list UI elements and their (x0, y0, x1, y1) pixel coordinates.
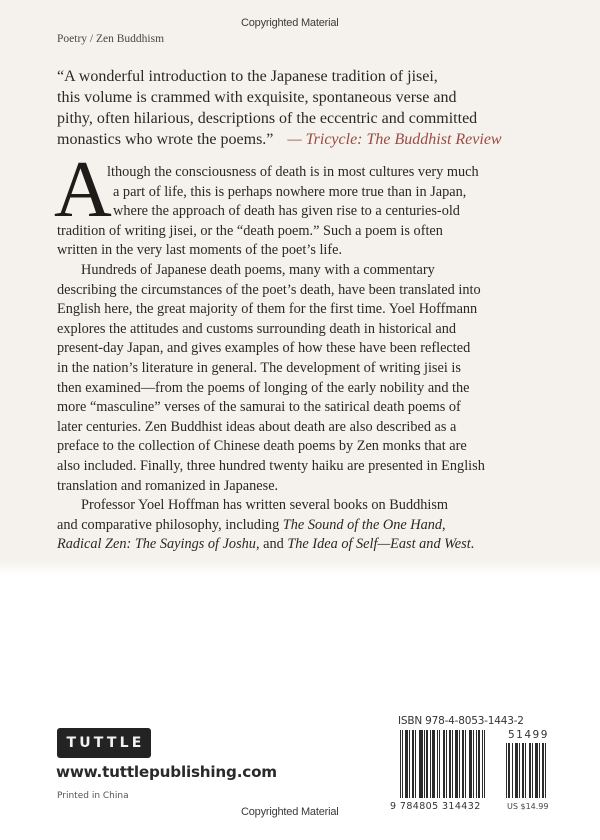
bio-text: , and (255, 536, 288, 553)
barcode-price: US $14.99 (507, 802, 549, 811)
quote-text: monastics who wrote the poems.” (57, 131, 274, 148)
description-line: English here, the great majority of them for the first time. Yoel Hoffmann (57, 301, 478, 318)
description-line: explores the attitudes and customs surrounding death in historical and (57, 320, 457, 337)
author-bio-line (57, 516, 557, 536)
description-line: where the approach of death has given rise to a centuries-old (113, 203, 460, 220)
book-description (57, 163, 557, 555)
price-code: 51499 (508, 729, 549, 741)
isbn-number: ISBN 978-4-8053-1443-2 (398, 715, 524, 727)
description-line: describing the circumstances of the poet’s death, have been translated into (57, 281, 481, 298)
author-bio-line (57, 535, 557, 555)
book-title: Radical Zen: The Sayings of Joshu (57, 536, 256, 553)
description-line: Hundreds of Japanese death poems, many with a commentary (81, 261, 435, 278)
quote-attribution: — Tricycle: The Buddhist Review (287, 131, 502, 148)
description-line: a part of life, this is perhaps nowhere more true than in Japan, (113, 183, 467, 200)
book-title: The Sound of the One Hand (282, 516, 443, 533)
quote-line: pithy, often hilarious, descriptions of the eccentric and committed (57, 110, 478, 127)
copyright-watermark-top: Copyrighted Material (241, 17, 339, 29)
drop-cap: A (54, 146, 112, 234)
description-line: translation and romanized in Japanese. (57, 477, 279, 494)
barcode-bars-addon (506, 743, 554, 798)
barcode-bars-main (400, 730, 495, 798)
description-line: then examined—from the poems of longing of the early nobility and the (57, 379, 470, 396)
quote-line-last (57, 129, 577, 150)
quote-line: “A wonderful introduction to the Japanese tradition of jisei, (57, 68, 438, 85)
book-title: The Idea of Self—East and West (287, 536, 471, 553)
description-line: present-day Japan, and gives examples of how these have been reflected (57, 340, 471, 357)
bio-text: . (470, 536, 475, 553)
review-quote (57, 66, 577, 150)
description-line: more “masculine” verses of the samurai to the satirical death poems of (57, 399, 461, 416)
description-line: in the nation’s literature in general. The development of writing jisei is (57, 359, 461, 376)
author-bio-line: Professor Yoel Hoffman has written several books on Buddhism (81, 497, 449, 514)
description-line: preface to the collection of Chinese death poems by Zen monks that are (57, 438, 467, 455)
barcode-digits: 9 784805 314432 (390, 801, 481, 812)
quote-line: this volume is crammed with exquisite, spontaneous verse and (57, 89, 457, 106)
description-line: tradition of writing jisei, or the “death poem.” Such a poem is often (57, 222, 443, 239)
bio-text: , (442, 516, 446, 533)
publisher-website[interactable]: www.tuttlepublishing.com (56, 763, 277, 781)
tuttle-logo: TUTTLE (57, 728, 151, 758)
bio-text: and comparative philosophy, including (57, 516, 283, 533)
description-line: later centuries. Zen Buddhist ideas about death are also described as a (57, 418, 457, 435)
description-line: lthough the consciousness of death is in most cultures very much (107, 164, 479, 180)
printed-in-label: Printed in China (57, 791, 129, 801)
category-label: Poetry / Zen Buddhism (57, 33, 165, 45)
description-line: written in the very last moments of the poet’s life. (57, 242, 343, 259)
cover-background-fade (0, 560, 600, 576)
isbn-barcode (388, 705, 598, 815)
description-line: also included. Finally, three hundred twenty haiku are presented in English (57, 457, 485, 474)
copyright-watermark-bottom: Copyrighted Material (241, 806, 339, 818)
